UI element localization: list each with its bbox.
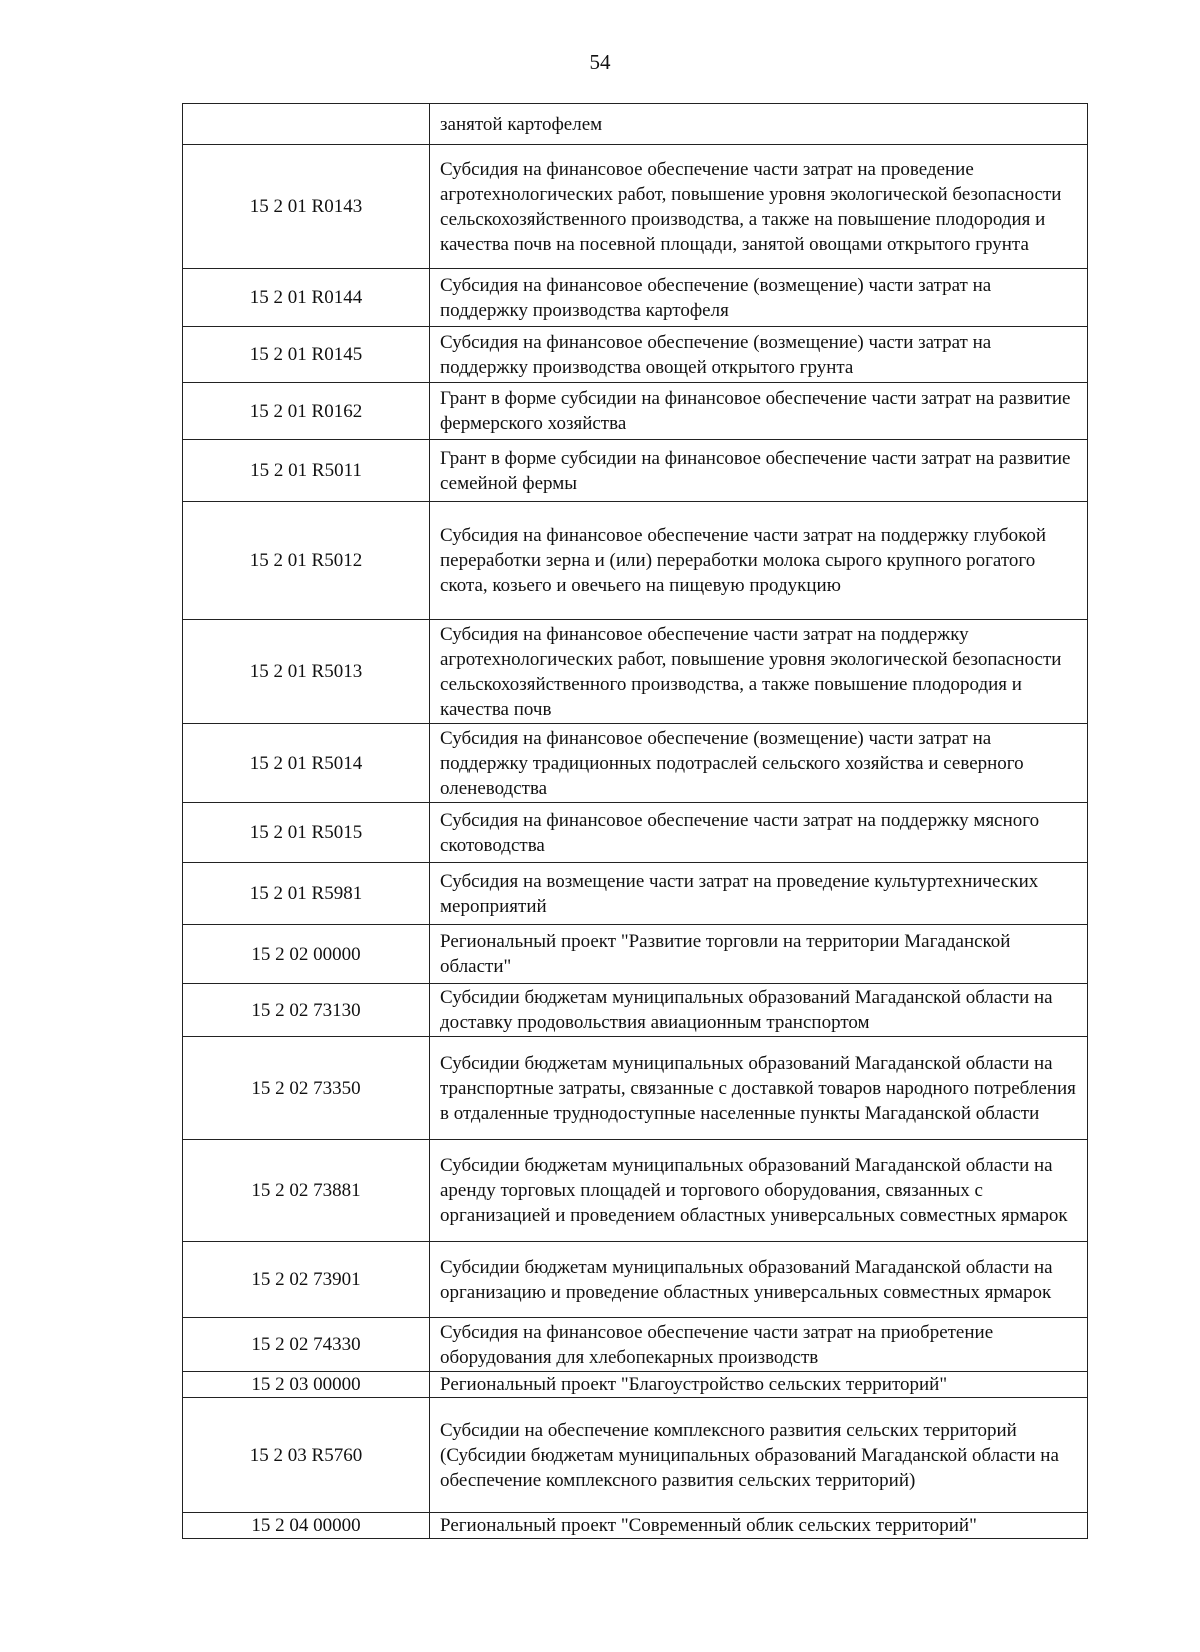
budget-code: 15 2 01 R5013 [183,620,430,724]
budget-code: 15 2 02 73901 [183,1242,430,1318]
table-row [183,1513,1088,1539]
table-row [183,620,1088,724]
code-description: Субсидия на финансовое обеспечение части затрат на поддержку глубокой переработки зерна и (или) переработки молока сырого крупного рогатого скота, козьего и овечьего на пищевую продукцию [430,502,1088,620]
table-row [183,925,1088,984]
budget-code [183,104,430,145]
code-description: Субсидия на финансовое обеспечение части затрат на приобретение оборудования для хлебопекарных производств [430,1318,1088,1372]
code-description: Субсидия на финансовое обеспечение части затрат на проведение агротехнологических работ, повышение уровня экологической безопасности сельскохозяйственного производства, а также на повышение плодородия и качества почв на посевной площади, занятой овощами открытого грунта [430,145,1088,269]
budget-code: 15 2 02 00000 [183,925,430,984]
budget-code: 15 2 03 00000 [183,1372,430,1398]
table-row [183,502,1088,620]
table-row [183,269,1088,327]
budget-code: 15 2 01 R5015 [183,803,430,863]
table-row [183,145,1088,269]
table-row [183,440,1088,502]
table-row [183,327,1088,383]
code-description: Субсидия на финансовое обеспечение (возмещение) части затрат на поддержку производства овощей открытого грунта [430,327,1088,383]
table-row [183,724,1088,803]
budget-code: 15 2 02 74330 [183,1318,430,1372]
code-description: занятой картофелем [430,104,1088,145]
budget-code: 15 2 01 R5012 [183,502,430,620]
code-description: Региональный проект "Современный облик сельских территорий" [430,1513,1088,1539]
budget-code: 15 2 02 73130 [183,984,430,1037]
budget-code: 15 2 01 R0162 [183,383,430,440]
code-description: Региональный проект "Развитие торговли на территории Магаданской области" [430,925,1088,984]
budget-codes-table [182,103,1088,1539]
code-description: Субсидия на финансовое обеспечение части затрат на поддержку агротехнологических работ, повышение уровня экологической безопасности сельскохозяйственного производства, а также повышение плодородия и качества почв [430,620,1088,724]
budget-code: 15 2 01 R5014 [183,724,430,803]
code-description: Субсидия на финансовое обеспечение (возмещение) части затрат на поддержку производства картофеля [430,269,1088,327]
budget-code: 15 2 01 R0144 [183,269,430,327]
table-row [183,863,1088,925]
table-row [183,104,1088,145]
table-row [183,1140,1088,1242]
budget-code: 15 2 02 73881 [183,1140,430,1242]
code-description: Субсидии на обеспечение комплексного развития сельских территорий (Субсидии бюджетам муниципальных образований Магаданской области на обеспечение комплексного развития сельских территорий) [430,1398,1088,1513]
code-description: Субсидии бюджетам муниципальных образований Магаданской области на транспортные затраты, связанные с доставкой товаров народного потребления в отдаленные труднодоступные населенные пункты Магаданской области [430,1037,1088,1140]
budget-code: 15 2 02 73350 [183,1037,430,1140]
budget-code: 15 2 04 00000 [183,1513,430,1539]
budget-code: 15 2 01 R5981 [183,863,430,925]
table-row [183,803,1088,863]
code-description: Субсидии бюджетам муниципальных образований Магаданской области на доставку продовольствия авиационным транспортом [430,984,1088,1037]
code-description: Субсидия на финансовое обеспечение части затрат на поддержку мясного скотоводства [430,803,1088,863]
budget-code: 15 2 01 R0143 [183,145,430,269]
code-description: Субсидия на финансовое обеспечение (возмещение) части затрат на поддержку традиционных подотраслей сельского хозяйства и северного оленеводства [430,724,1088,803]
page-number: 54 [589,50,611,74]
table-row [183,1398,1088,1513]
code-description: Субсидия на возмещение части затрат на проведение культуртехнических мероприятий [430,863,1088,925]
code-description: Субсидии бюджетам муниципальных образований Магаданской области на организацию и проведение областных универсальных совместных ярмарок [430,1242,1088,1318]
code-description: Грант в форме субсидии на финансовое обеспечение части затрат на развитие семейной фермы [430,440,1088,502]
budget-code: 15 2 01 R5011 [183,440,430,502]
table-row [183,984,1088,1037]
code-description: Субсидии бюджетам муниципальных образований Магаданской области на аренду торговых площадей и торгового оборудования, связанных с организацией и проведением областных универсальных совместных ярмарок [430,1140,1088,1242]
budget-code: 15 2 03 R5760 [183,1398,430,1513]
code-description: Грант в форме субсидии на финансовое обеспечение части затрат на развитие фермерского хозяйства [430,383,1088,440]
table-row [183,1318,1088,1372]
table-row [183,1242,1088,1318]
budget-code: 15 2 01 R0145 [183,327,430,383]
table-row [183,1037,1088,1140]
table-row [183,383,1088,440]
code-description: Региональный проект "Благоустройство сельских территорий" [430,1372,1088,1398]
table-row [183,1372,1088,1398]
